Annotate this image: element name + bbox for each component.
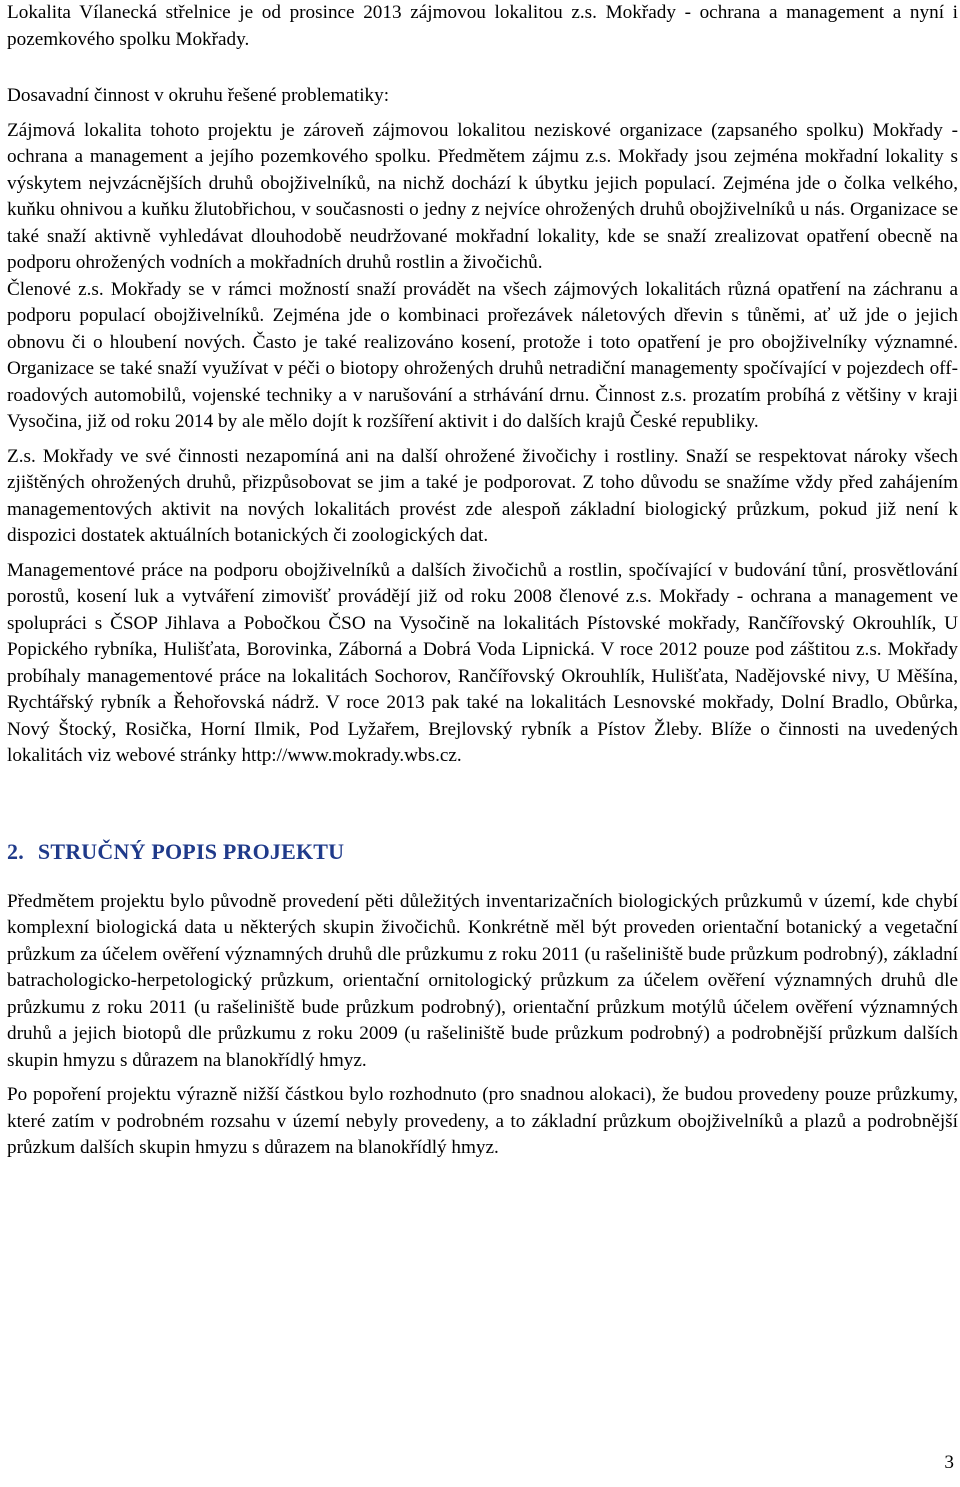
section-title: STRUČNÝ POPIS PROJEKTU (37, 838, 345, 864)
history-paragraph-1: Zájmová lokalita tohoto projektu je zároveň zájmovou lokalitou neziskové organizace (zapsaného spolku) Mokřady - ochrana a management a jejího pozemkového spolku. Předmětem zájmu z.s. Mokřady jsou zejména mokřadní lokality s výskytem nejvzácnějších druhů obojživelníků, na nichž dochází k úbytku jejich populací. Zejména jde o čolka velkého, kuňku ohnivou a kuňku žlutobřichou, v současnosti o jedny z nejvíce ohrožených druhů obojživelníků u nás. Organizace se také snaží aktivně vyhledávat dlouhodobě neudržované mokřadní lokality, kde se snaží zrealizovat opatření obecně na podporu ohrožených vodních a mokřadních druhů rostlin a živočichů. (7, 119, 958, 273)
intro-paragraph: Lokalita Vílanecká střelnice je od prosince 2013 zájmovou lokalitou z.s. Mokřady - ochrana a management a nyní i pozemkového spolku Mokřady. (7, 2, 958, 50)
section-heading-history: Dosavadní činnost v okruhu řešené problematiky: (7, 85, 390, 106)
project-paragraph-2: Po popoření projektu výrazně nižší částkou bylo rozhodnuto (pro snadnou alokaci), že budou provedeny pouze průzkumy, které zatím v podrobném rozsahu v území nebyly provedeny, a to základní průzkum obojživelníků a plazů a podrobnější průzkum dalších skupin hmyzu s důrazem na blanokřídlý hmyz. (7, 1084, 958, 1158)
page-number: 3 (944, 1452, 954, 1473)
history-paragraph-2: Členové z.s. Mokřady se v rámci možností snaží provádět na všech zájmových lokalitách různá opatření na záchranu a podporu populací obojživelníků. Zejména jde o kombinaci prořezávek náletových dřevin s tůněmi, ať už jde o jejich obnovu či o hloubení nových. Často je také realizováno kosení, protože i toto opatření je pro obojživelníky významné. Organizace se také snaží využívat v péči o biotopy ohrožených druhů netradiční managementy spočívající v pojezdech off-roadových automobilů, vojenské techniky a v narušování a strhávání drnu. Činnost z.s. prozatím probíhá z většiny v kraji Vysočina, již od roku 2014 by ale mělo dojít k rozšíření aktivit i do dalších krajů České republiky. (7, 278, 958, 432)
history-paragraph-3: Z.s. Mokřady ve své činnosti nezapomíná ani na další ohrožené živočichy i rostliny. Snaží se respektovat nároky všech zjištěných ohrožených druhů, přizpůsobovat se jim a také je podporovat. Z toho důvodu se snažíme vždy před zahájením managementových aktivit na nových lokalitách provést zde alespoň základní biologický průzkum, pokud již není k dispozici dostatek aktuálních botanických či zoologických dat. (7, 445, 958, 546)
section-number: 2. (7, 838, 24, 864)
section-heading-2 (7, 837, 958, 867)
document-page (7, 0, 958, 1162)
project-paragraph-1: Předmětem projektu bylo původně provedení pěti důležitých inventarizačních biologických průzkumů v území, kde chybí komplexní biologická data u některých skupin živočichů. Konkrétně měl být proveden orientační botanický a vegetační průzkum za účelem ověření významných druhů dle průzkumu z roku 2011 (u rašeliniště bude průzkum podrobný), základní batrachologicko-herpetologický průzkum, orientační ornitologický průzkum za účelem ověření významných druhů dle průzkumu z roku 2011 (u rašeliniště bude průzkum podrobný), orientační průzkum motýlů účelem ověření významných druhů a jejich biotopů dle průzkumu z roku 2009 (u rašeliniště bude průzkum podrobný) a podrobnější průzkum dalších skupin hmyzu s důrazem na blanokřídlý hmyz. (7, 890, 958, 1071)
history-paragraph-4: Managementové práce na podporu obojživelníků a dalších živočichů a rostlin, spočívající v budování tůní, prosvětlování porostů, kosení luk a vytváření zimovišť provádějí již od roku 2008 členové z.s. Mokřady - ochrana a management ve spolupráci s ČSOP Jihlava a Pobočkou ČSO na Vysočině na lokalitách Pístovské mokřady, Rančířovský Okrouhlík, U Popického rybníka, Hulišťata, Borovinka, Záborná a Dobrá Voda Lipnická. V roce 2012 pouze pod záštitou z.s. Mokřady probíhaly managementové práce na lokalitách Sochorov, Rančířovský Okrouhlík, Hulišťata, Nadějovské nivy, U Měšína, Rychtářský rybník a Řehořovská nádrž. V roce 2013 pak také na lokalitách Lesnovské mokřady, Dolní Bradlo, Obůrka, Nový Štocký, Rosička, Horní Ilmik, Pod Lyžařem, Brejlovský rybník a Pístov Žleby. Blíže o činnosti na uvedených lokalitách viz webové stránky http://www.mokrady.wbs.cz. (7, 559, 958, 766)
